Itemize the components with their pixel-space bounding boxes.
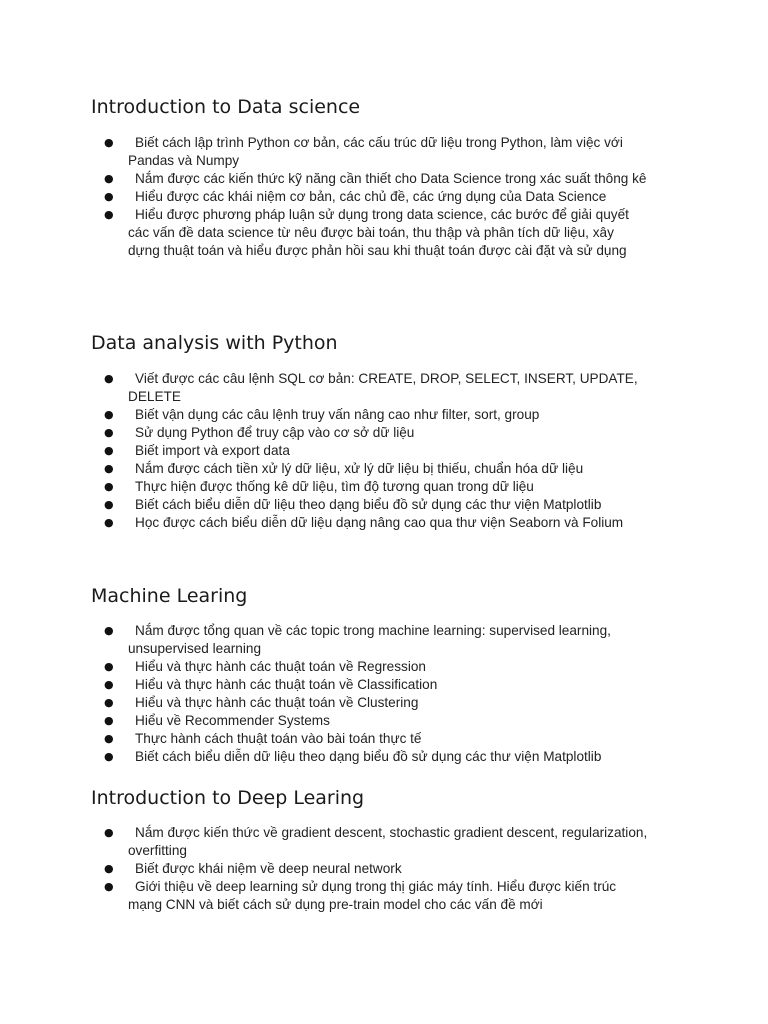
list-item-text: Sử dụng Python để truy cập vào cơ sở dữ liệu <box>135 425 415 440</box>
list-item <box>104 658 648 676</box>
list-item-text: Biết vận dụng các câu lệnh truy vấn nâng cao như filter, sort, group <box>135 407 540 422</box>
bullet-icon: ● <box>104 714 114 727</box>
section-title-data-analysis: Data analysis with Python <box>91 332 338 354</box>
bullet-icon: ● <box>104 462 114 475</box>
list-item-text: Biết cách biểu diễn dữ liệu theo dạng biểu đồ sử dụng các thư viện Matplotlib <box>135 497 602 512</box>
list-item-text: Biết import và export data <box>135 443 290 458</box>
list-item <box>104 478 648 496</box>
list-item <box>104 206 648 260</box>
list-item <box>104 496 648 514</box>
list-item <box>104 712 648 730</box>
list-item <box>104 424 648 442</box>
bullet-icon: ● <box>104 880 114 893</box>
list-item-text: Giới thiệu về deep learning sử dụng trong thị giác máy tính. Hiểu được kiến trúc mạng CNN và biết cách sử dụng pre-train model cho các vấn đề mới <box>128 879 617 912</box>
section-title-machine-learning: Machine Learing <box>91 585 248 607</box>
bullet-icon: ● <box>104 444 114 457</box>
bullet-icon: ● <box>104 408 114 421</box>
bullet-icon: ● <box>104 480 114 493</box>
bullet-icon: ● <box>104 624 114 637</box>
bullet-icon: ● <box>104 696 114 709</box>
list-item-text: Viết được các câu lệnh SQL cơ bản: CREATE, DROP, SELECT, INSERT, UPDATE, DELETE <box>128 371 638 404</box>
section-list-data-analysis <box>104 370 648 532</box>
list-item-text: Hiểu và thực hành các thuật toán về Classification <box>135 677 438 692</box>
section-list-machine-learning <box>104 622 648 766</box>
list-item-text: Biết được khái niệm về deep neural network <box>135 861 402 876</box>
list-item-text: Biết cách biểu diễn dữ liệu theo dạng biểu đồ sử dụng các thư viện Matplotlib <box>135 749 602 764</box>
list-item <box>104 188 648 206</box>
list-item-text: Biết cách lập trình Python cơ bản, các cấu trúc dữ liệu trong Python, làm việc với Pandas và Numpy <box>128 135 623 168</box>
list-item-text: Hiểu và thực hành các thuật toán về Regression <box>135 659 426 674</box>
bullet-icon: ● <box>104 516 114 529</box>
list-item <box>104 406 648 424</box>
list-item <box>104 824 648 860</box>
bullet-icon: ● <box>104 208 114 221</box>
bullet-icon: ● <box>104 678 114 691</box>
bullet-icon: ● <box>104 136 114 149</box>
section-list-deep-learning <box>104 824 648 914</box>
section-list-intro-data-science <box>104 134 648 260</box>
list-item <box>104 370 648 406</box>
list-item <box>104 460 648 478</box>
bullet-icon: ● <box>104 660 114 673</box>
section-title-intro-data-science: Introduction to Data science <box>91 96 361 118</box>
bullet-icon: ● <box>104 862 114 875</box>
section-title-deep-learning: Introduction to Deep Learing <box>91 787 365 809</box>
bullet-icon: ● <box>104 732 114 745</box>
list-item <box>104 442 648 460</box>
list-item <box>104 878 648 914</box>
list-item <box>104 730 648 748</box>
list-item <box>104 694 648 712</box>
list-item-text: Học được cách biểu diễn dữ liệu dạng nâng cao qua thư viện Seaborn và Folium <box>135 515 624 530</box>
list-item <box>104 676 648 694</box>
list-item-text: Nắm được kiến thức về gradient descent, stochastic gradient descent, regularization, overfitting <box>128 825 648 858</box>
bullet-icon: ● <box>104 426 114 439</box>
list-item <box>104 748 648 766</box>
list-item <box>104 622 648 658</box>
list-item-text: Thực hiện được thống kê dữ liệu, tìm độ tương quan trong dữ liệu <box>135 479 534 494</box>
list-item-text: Hiểu được các khái niệm cơ bản, các chủ đề, các ứng dụng của Data Science <box>135 189 607 204</box>
list-item-text: Thực hành cách thuật toán vào bài toán thực tế <box>135 731 422 746</box>
bullet-icon: ● <box>104 750 114 763</box>
bullet-icon: ● <box>104 372 114 385</box>
bullet-icon: ● <box>104 498 114 511</box>
list-item-text: Nắm được tổng quan về các topic trong machine learning: supervised learning, unsupervised learning <box>128 623 611 656</box>
list-item-text: Hiểu và thực hành các thuật toán về Clustering <box>135 695 419 710</box>
bullet-icon: ● <box>104 190 114 203</box>
list-item <box>104 860 648 878</box>
bullet-icon: ● <box>104 826 114 839</box>
list-item <box>104 134 648 170</box>
list-item-text: Nắm được cách tiền xử lý dữ liệu, xử lý dữ liệu bị thiếu, chuẩn hóa dữ liệu <box>135 461 584 476</box>
list-item-text: Nắm được các kiến thức kỹ năng cần thiết cho Data Science trong xác suất thông kê <box>135 171 647 186</box>
list-item <box>104 170 648 188</box>
list-item-text: Hiểu về Recommender Systems <box>135 713 330 728</box>
bullet-icon: ● <box>104 172 114 185</box>
list-item <box>104 514 648 532</box>
list-item-text: Hiểu được phương pháp luận sử dụng trong data science, các bước để giải quyết các vấn đề data science từ nêu được bài toán, thu thập và phân tích dữ liệu, xây dựng thuật toán và hiểu được phản hồi sau khi thuật toán được cài đặt và sử dụng <box>128 207 629 258</box>
